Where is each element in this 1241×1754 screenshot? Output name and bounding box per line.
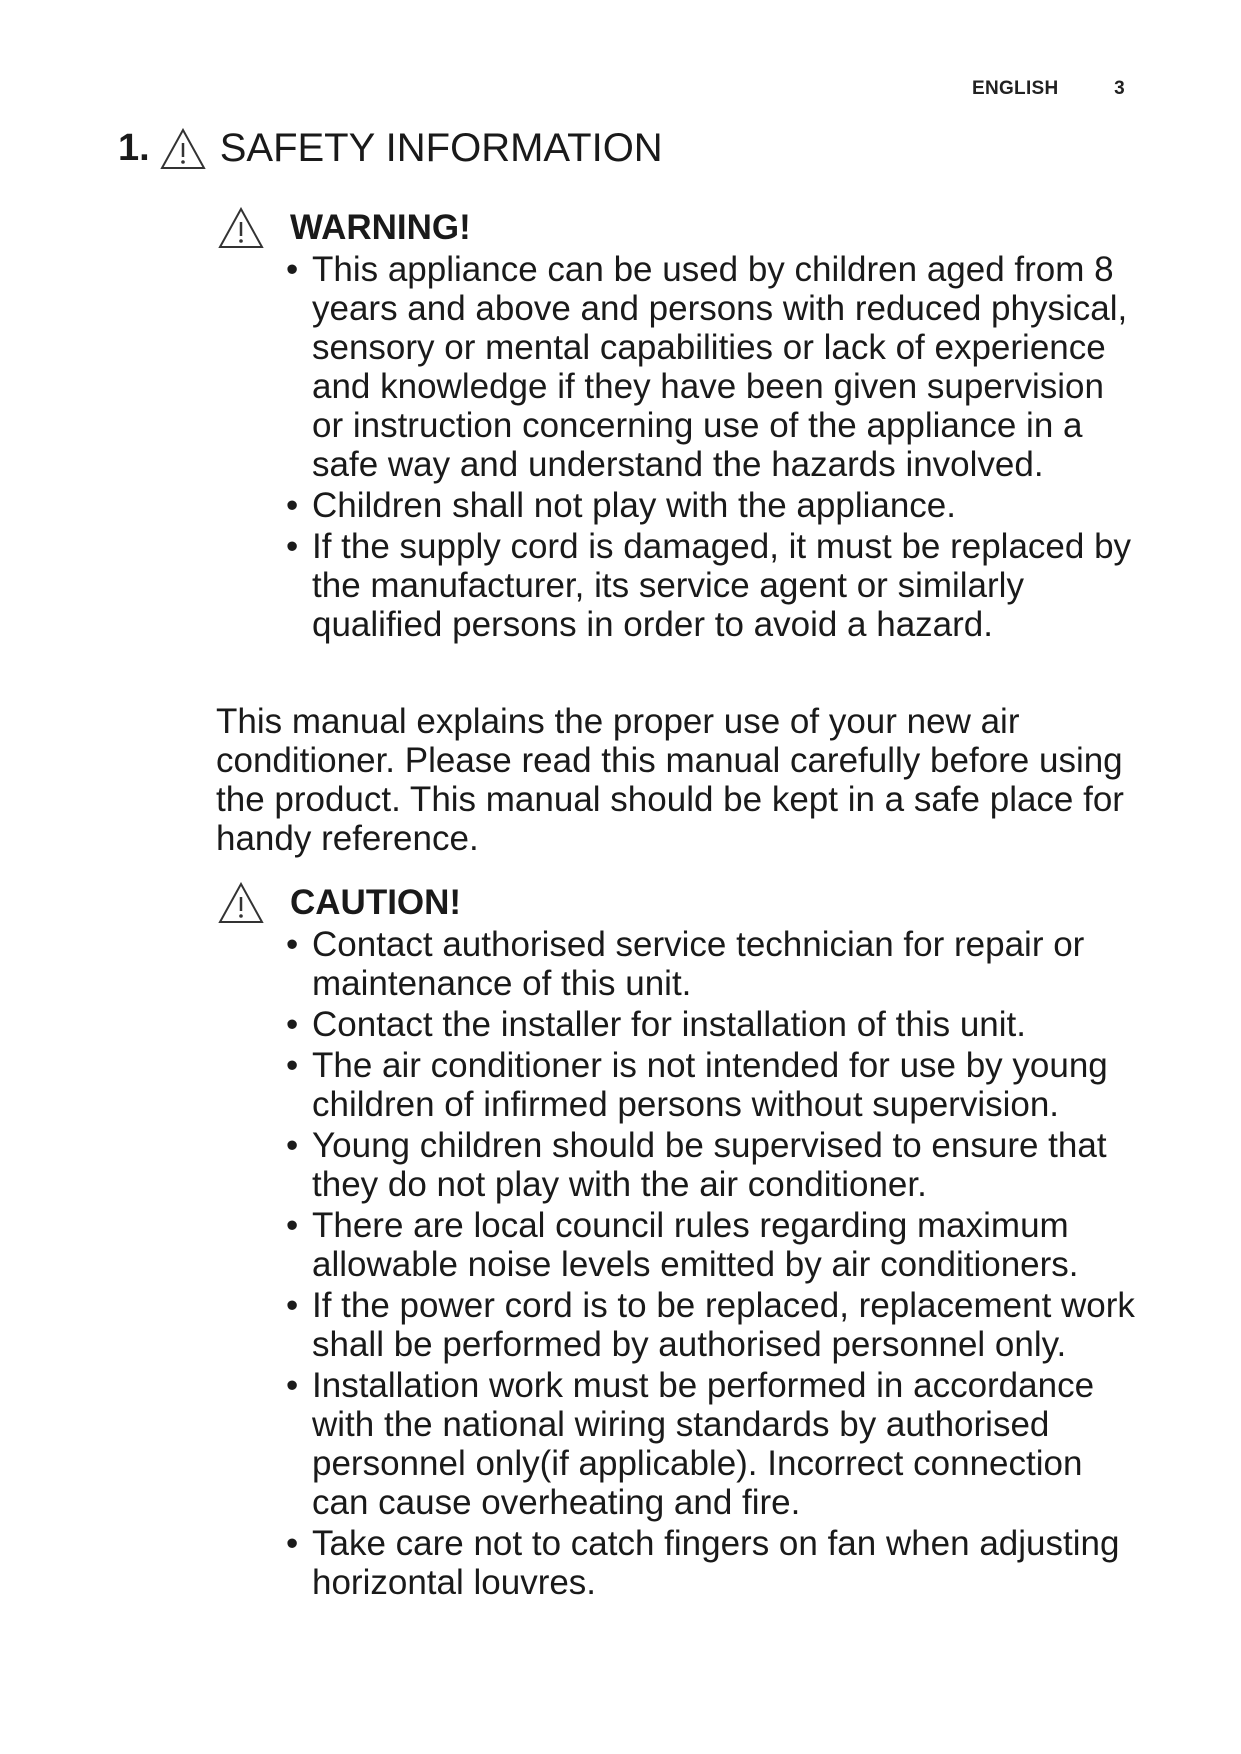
list-item: • Contact authorised service technician for repair or maintenance of this unit. [286, 925, 1138, 1003]
warning-notice [218, 206, 1138, 646]
list-item: • If the power cord is to be replaced, replacement work shall be performed by authorised personnel only. [286, 1286, 1138, 1364]
list-item: • Installation work must be performed in accordance with the national wiring standards by authorised personnel only(if applicable). Incorrect connection can cause overheating and fire. [286, 1366, 1138, 1522]
language-label: ENGLISH [971, 78, 1059, 99]
warning-list [218, 250, 1138, 644]
section-heading: SAFETY INFORMATION [219, 126, 663, 170]
page-header [972, 78, 1125, 100]
caution-label: CAUTION! [290, 883, 462, 922]
list-item: • The air conditioner is not intended for use by young children of infirmed persons without supervision. [286, 1046, 1138, 1124]
warning-label: WARNING! [290, 208, 471, 247]
warning-triangle-icon [218, 207, 290, 249]
list-item: • There are local council rules regarding maximum allowable noise levels emitted by air conditioners. [286, 1206, 1138, 1284]
caution-triangle-icon [218, 882, 290, 924]
warning-triangle-icon [160, 128, 206, 170]
section-number: 1. [118, 127, 150, 169]
list-item: • This appliance can be used by children aged from 8 years and above and persons with reduced physical, sensory or mental capabilities or lack of experience and knowledge if they have been given supervision or instruction concerning use of the appliance in a safe way and understand the hazards involved. [286, 250, 1138, 484]
page-number: 3 [1114, 78, 1125, 99]
list-item: • Contact the installer for installation of this unit. [286, 1005, 1138, 1044]
intro-paragraph: This manual explains the proper use of your new air conditioner. Please read this manual carefully before using the product. This manual should be kept in a safe place for handy reference. [216, 702, 1124, 858]
caution-notice [218, 881, 1138, 1604]
list-item: • Young children should be supervised to ensure that they do not play with the air conditioner. [286, 1126, 1138, 1204]
section-title [118, 126, 663, 171]
list-item: • Take care not to catch fingers on fan when adjusting horizontal louvres. [286, 1524, 1138, 1602]
list-item: • If the supply cord is damaged, it must be replaced by the manufacturer, its service agent or similarly qualified persons in order to avoid a hazard. [286, 527, 1138, 644]
list-item: • Children shall not play with the appliance. [286, 486, 1138, 525]
caution-list [218, 925, 1138, 1602]
